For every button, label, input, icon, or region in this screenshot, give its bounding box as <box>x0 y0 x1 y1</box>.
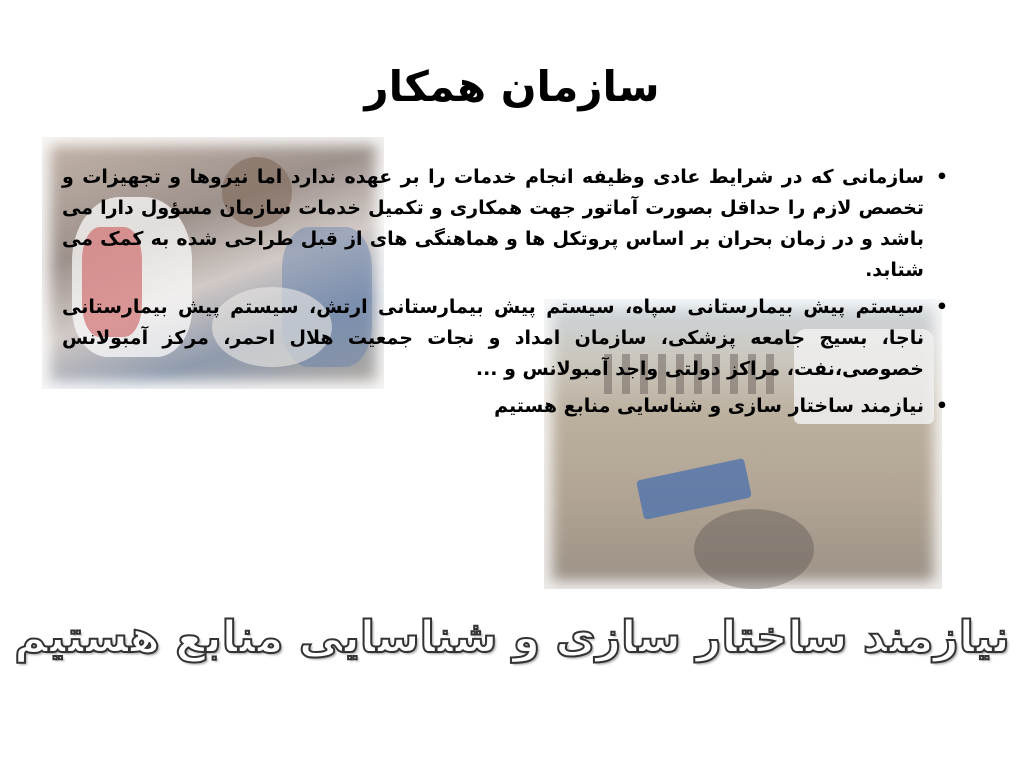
banner-text: نیازمند ساختار سازی و شناسایی منابع هستیم <box>14 612 1010 663</box>
bullet-item <box>62 292 948 385</box>
bullet-icon: • <box>935 395 948 417</box>
bullet-icon: • <box>935 296 948 318</box>
bullet-text: نیازمند ساختار سازی و شناسایی منابع هستیم <box>494 395 924 417</box>
slide-body <box>62 162 948 428</box>
bullet-item <box>62 162 948 286</box>
photo-shadow <box>694 509 814 589</box>
bullet-item <box>62 391 948 422</box>
bullet-text: سازمانی که در شرایط عادی وظیفه انجام خدمات را بر عهده ندارد اما نیروها و تجهیزات و تخصص لازم را حداقل بصورت آماتور جهت همکاری و تکمیل خدمات سازمان مسؤول دارا می باشد و در زمان بحران بر اساس پروتکل ها و هماهنگی های از قبل طراحی شده به کمک می شتابد. <box>62 166 924 281</box>
bullet-icon: • <box>935 166 948 188</box>
bullet-list <box>62 162 948 422</box>
slide-title: سازمان همکار <box>364 62 660 111</box>
bullet-text: سیستم پیش بیمارستانی سپاه، سیستم پیش بیمارستانی ارتش، سیستم پیش بیمارستانی ناجا، بسیج جامعه پزشکی، سازمان امداد و نجات جمعیت هلال احمر، مرکز آمبولانس خصوصی،نفت، مراکز دولتی واجد آمبولانس و ... <box>62 296 924 380</box>
